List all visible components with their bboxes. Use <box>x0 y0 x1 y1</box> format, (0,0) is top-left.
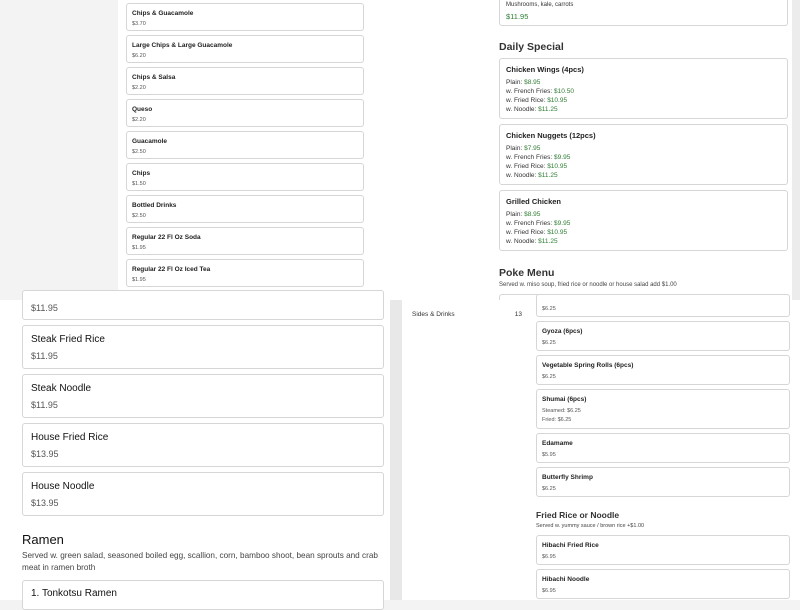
category-item-sides-drinks[interactable] <box>412 310 522 324</box>
item-price: $11.95 <box>31 303 58 313</box>
price-line: w. Fried Rice: $10.95 <box>506 229 568 236</box>
special-card[interactable] <box>499 124 788 185</box>
item-name: Chicken Wings (4pcs) <box>506 65 584 74</box>
item-name: Edamame <box>542 440 573 447</box>
item-price: $2.20 <box>132 117 146 123</box>
menu-item[interactable] <box>536 569 790 599</box>
category-count: 13 <box>514 311 522 318</box>
menu-item[interactable] <box>536 321 790 351</box>
menu-item[interactable] <box>126 35 364 63</box>
menu-item[interactable] <box>499 0 788 26</box>
item-price: $6.95 <box>542 588 556 594</box>
price-line: w. Fried Rice: $10.95 <box>506 163 568 170</box>
category-sidebar <box>402 300 530 600</box>
item-name: Hibachi Fried Rice <box>542 542 599 549</box>
item-price: $6.25 <box>542 340 556 346</box>
item-name: Large Chips & Large Guacamole <box>132 42 233 49</box>
menu-item[interactable] <box>536 294 790 317</box>
item-price: $5.95 <box>542 452 556 458</box>
item-price: $11.95 <box>31 351 58 361</box>
pane-bottom-middle <box>390 300 402 600</box>
menu-item[interactable] <box>22 423 384 467</box>
section-subtitle: Served w. green salad, seasoned boiled egg, scallion, corn, bamboo shoot, bean sprouts and crab meat in ramen broth <box>22 551 378 572</box>
menu-item[interactable] <box>22 290 384 320</box>
pane-bottom-left <box>0 300 390 600</box>
price-line: Plain: $8.95 <box>506 211 541 218</box>
section-title-daily-special: Daily Special <box>499 41 564 53</box>
item-price: $3.70 <box>132 21 146 27</box>
item-price: $1.95 <box>132 245 146 251</box>
menu-item[interactable] <box>126 227 364 255</box>
category-label: Sides & Drinks <box>412 311 455 318</box>
item-name: House Fried Rice <box>31 432 109 443</box>
section-subtitle: Served w. miso soup, fried rice or noodle or house salad add $1.00 <box>499 282 677 288</box>
pane-bottom-right <box>530 300 800 600</box>
item-price: $6.95 <box>542 554 556 560</box>
item-price: $11.95 <box>31 400 58 410</box>
item-description: Mushrooms, kale, carrots <box>506 2 574 8</box>
item-price: $1.50 <box>132 181 146 187</box>
item-name: Guacamole <box>132 138 168 145</box>
item-name: 1. Tonkotsu Ramen <box>31 588 117 599</box>
price-line: w. Noodle: $11.25 <box>506 172 558 179</box>
item-name: Gyoza (6pcs) <box>542 328 583 335</box>
item-name: Grilled Chicken <box>506 197 562 206</box>
item-price: $1.95 <box>132 277 146 283</box>
section-title-poke-menu: Poke Menu <box>499 267 555 279</box>
price-line: w. French Fries: $10.50 <box>506 88 574 95</box>
item-price: $6.25 <box>542 486 556 492</box>
menu-item[interactable] <box>22 472 384 516</box>
item-name: Vegetable Spring Rolls (6pcs) <box>542 362 634 369</box>
item-name: House Noodle <box>31 481 95 492</box>
menu-item[interactable] <box>536 467 790 497</box>
menu-item[interactable] <box>536 389 790 429</box>
menu-item[interactable] <box>126 259 364 287</box>
menu-item[interactable] <box>126 99 364 127</box>
item-price: $11.95 <box>506 12 529 21</box>
price-line: w. French Fries: $9.95 <box>506 154 571 161</box>
menu-item[interactable] <box>126 3 364 31</box>
item-price: $13.95 <box>31 449 59 459</box>
item-price: $6.20 <box>132 53 146 59</box>
special-card[interactable] <box>499 190 788 251</box>
menu-item[interactable] <box>126 67 364 95</box>
price-line: w. French Fries: $9.95 <box>506 220 571 227</box>
item-price: $2.50 <box>132 149 146 155</box>
price-line: Plain: $8.95 <box>506 79 541 86</box>
menu-item[interactable] <box>536 433 790 463</box>
item-name: Queso <box>132 106 153 113</box>
item-name: Bottled Drinks <box>132 202 177 209</box>
item-name: Hibachi Noodle <box>542 576 590 583</box>
item-price: $6.25 <box>542 306 556 312</box>
pane-top-right <box>368 0 800 300</box>
menu-item[interactable] <box>22 325 384 369</box>
price-line: Plain: $7.95 <box>506 145 541 152</box>
item-price: $2.50 <box>132 213 146 219</box>
item-name: Regular 22 Fl Oz Iced Tea <box>132 266 211 273</box>
item-price-line: Fried: $6.25 <box>542 417 572 423</box>
price-line: w. Noodle: $11.25 <box>506 238 558 245</box>
menu-item[interactable] <box>536 535 790 565</box>
item-price: $6.25 <box>542 374 556 380</box>
menu-item[interactable] <box>22 580 384 610</box>
item-name: Shumai (6pcs) <box>542 396 587 403</box>
section-title-ramen: Ramen <box>22 532 64 547</box>
item-name: Chips <box>132 170 151 177</box>
item-name: Butterfly Shrimp <box>542 474 593 481</box>
item-price: $2.20 <box>132 85 146 91</box>
item-name: Regular 22 Fl Oz Soda <box>132 234 201 241</box>
section-title-fried-rice-noodle: Fried Rice or Noodle <box>536 510 620 520</box>
section-subtitle: Served w. yummy sauce / brown rice +$1.00 <box>536 523 645 529</box>
price-line: w. Noodle: $11.25 <box>506 106 558 113</box>
item-name: Chips & Salsa <box>132 74 176 81</box>
menu-item[interactable] <box>536 355 790 385</box>
menu-item[interactable] <box>126 163 364 191</box>
pane-top-left <box>0 0 368 300</box>
item-name: Steak Noodle <box>31 383 92 394</box>
item-name: Chicken Nuggets (12pcs) <box>506 131 596 140</box>
item-price-line: Steamed: $6.25 <box>542 408 581 414</box>
menu-item[interactable] <box>22 374 384 418</box>
item-price: $13.95 <box>31 498 59 508</box>
menu-item[interactable] <box>126 195 364 223</box>
special-card[interactable] <box>499 58 788 119</box>
item-name: Steak Fried Rice <box>31 334 105 345</box>
item-name: Chips & Guacamole <box>132 10 194 17</box>
menu-item[interactable] <box>126 131 364 159</box>
price-line: w. Fried Rice: $10.95 <box>506 97 568 104</box>
